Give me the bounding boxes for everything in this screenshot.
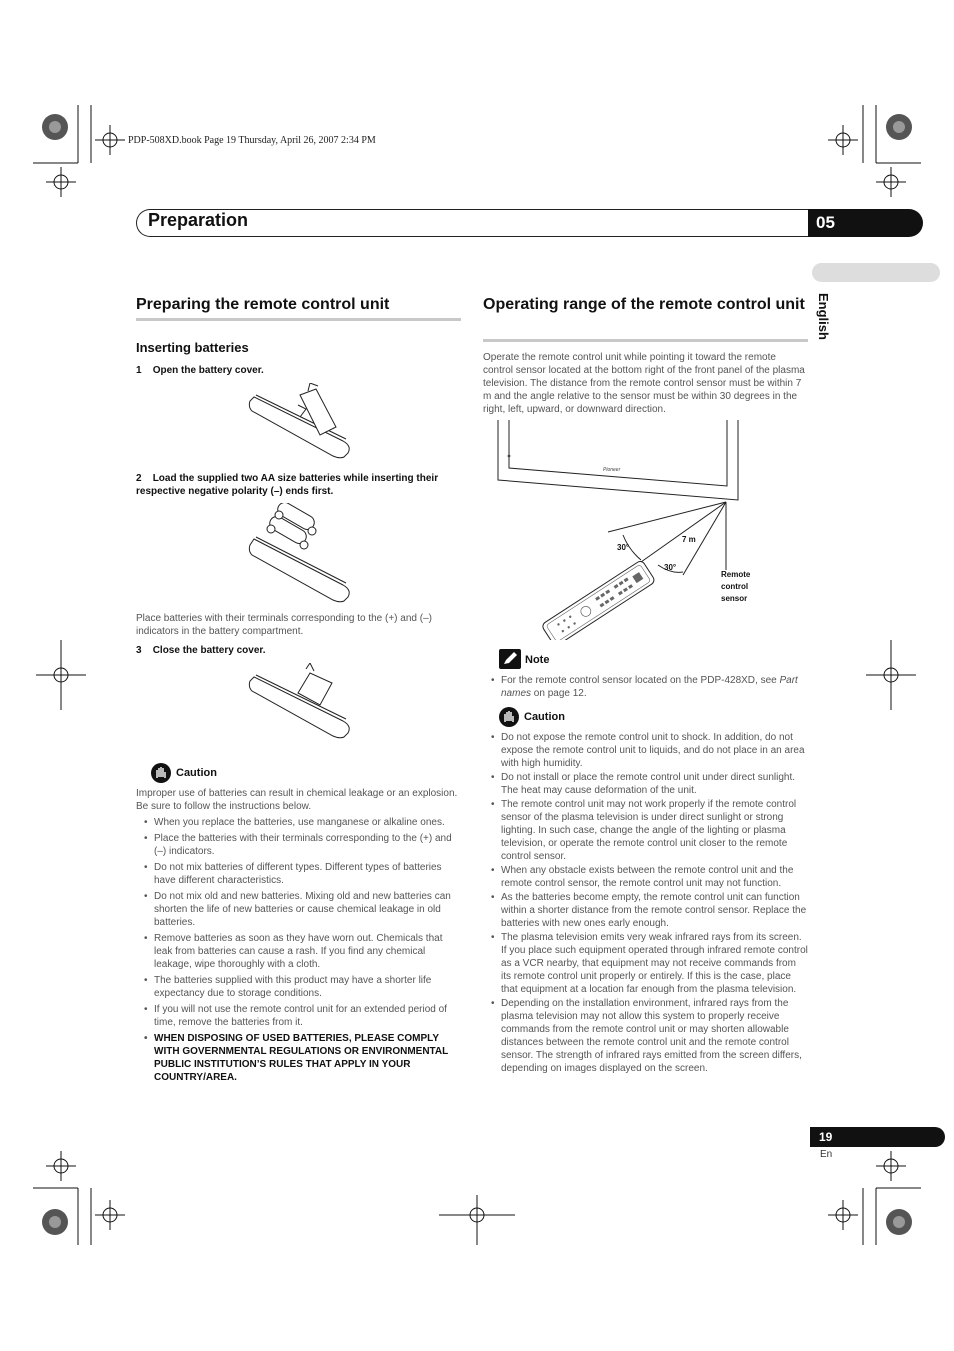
section-number: 05 bbox=[808, 209, 923, 237]
sensor-label-2: control bbox=[721, 582, 749, 591]
tv-brand-logo: Pioneer bbox=[603, 467, 621, 473]
left-heading: Preparing the remote control unit bbox=[136, 296, 390, 313]
sensor-label-1: Remote bbox=[721, 570, 751, 579]
list-item: • The remote control unit may not work properly if the remote control sensor of the plasma television is under direct sunlight or strong lighting. In such case, change the angle of the lighting or plasma television, or operate the remote control unit closer to the remote control sensor. bbox=[483, 798, 808, 863]
note-title: Note bbox=[525, 654, 550, 666]
right-caution-title: Caution bbox=[524, 711, 565, 723]
angle-left-label: 30° bbox=[617, 543, 630, 552]
list-item: • Do not install or place the remote control unit under direct sunlight. The heat may cause deformation of the unit. bbox=[483, 771, 808, 797]
remote-batteries-illustration bbox=[248, 503, 363, 605]
heading-rule bbox=[136, 318, 461, 321]
tv-power-led bbox=[508, 455, 511, 458]
language-tab bbox=[812, 263, 940, 282]
remote-open-cover-illustration bbox=[248, 383, 363, 461]
caution-hand-icon bbox=[499, 707, 519, 727]
note-pencil-icon bbox=[499, 649, 521, 669]
list-item: • Remove batteries as soon as they have worn out. Chemicals that leak from batteries can cause a rash. If you find any chemical leakage, wipe thoroughly with a cloth. bbox=[136, 932, 461, 971]
step-1: 1 Open the battery cover. bbox=[136, 365, 264, 376]
list-item: • If you will not use the remote control unit for an extended period of time, remove the batteries from it. bbox=[136, 1003, 461, 1029]
remote-control-drawing bbox=[541, 560, 656, 640]
list-item: • The batteries supplied with this product may have a shorter life expectancy due to storage conditions. bbox=[136, 974, 461, 1000]
caution-hand-icon bbox=[151, 763, 171, 783]
list-item: • Depending on the installation environment, infrared rays from the plasma television may not allow this system to properly receive commands from the remote control unit or may shorten allowable distances between the remote control unit and the remote control sensor. The strength of infrared rays emitted from the screen differs, depending on images displayed on the screen. bbox=[483, 997, 808, 1075]
step-3: 3 Close the battery cover. bbox=[136, 645, 266, 656]
subheading-inserting: Inserting batteries bbox=[136, 340, 249, 355]
list-item: • Do not mix batteries of different types. Different types of batteries have different characteristics. bbox=[136, 861, 461, 887]
file-header: PDP-508XD.book Page 19 Thursday, April 26, 2007 2:34 PM bbox=[128, 135, 376, 146]
left-caution-list bbox=[136, 816, 461, 1087]
note-list bbox=[483, 674, 808, 703]
list-item: • WHEN DISPOSING OF USED BATTERIES, PLEASE COMPLY WITH GOVERNMENTAL REGULATIONS OR ENVIRONMENTAL PUBLIC INSTITUTION’S RULES THAT APPLY IN YOUR COUNTRY/AREA. bbox=[136, 1032, 461, 1084]
list-item: • For the remote control sensor located on the PDP-428XD, see Part names on page 12. bbox=[483, 674, 808, 700]
part-names-reference: Part names bbox=[501, 675, 798, 699]
right-intro: Operate the remote control unit while pointing it toward the remote control sensor located at the bottom right of the front panel of the plasma television. The distance from the remote control sensor must be within 7 m and the angle relative to the sensor must be within 30 degrees in the right, left, upward, or downward direction. bbox=[483, 352, 805, 415]
language-label: English bbox=[816, 293, 831, 340]
operating-range-diagram bbox=[483, 420, 773, 640]
page-language-code: En bbox=[820, 1149, 833, 1160]
heading-rule bbox=[483, 339, 808, 342]
section-title: Preparation bbox=[148, 210, 249, 230]
step-2: 2 Load the supplied two AA size batteries while inserting their respective negative polarity (–) ends first. bbox=[136, 473, 439, 497]
list-item: • Place the batteries with their terminals corresponding to the (+) and (–) indicators. bbox=[136, 832, 461, 858]
angle-right-label: 30° bbox=[664, 563, 677, 572]
list-item: • Do not expose the remote control unit to shock. In addition, do not expose the remote control unit to liquids, and do not place in an area with high humidity. bbox=[483, 731, 808, 770]
distance-label: 7 m bbox=[682, 535, 696, 544]
list-item: • When you replace the batteries, use manganese or alkaline ones. bbox=[136, 816, 461, 829]
list-item: • The plasma television emits very weak infrared rays from its screen. If you place such equipment operated through infrared remote control as a VCR nearby, that equipment may not receive commands from its remote control unit properly or entirely. If this is the case, place that equipment at a location far enough from the plasma television. bbox=[483, 931, 808, 996]
left-caution-title: Caution bbox=[176, 767, 217, 779]
left-caution-intro: Improper use of batteries can result in chemical leakage or an explosion. Be sure to follow the instructions below. bbox=[136, 788, 458, 812]
right-caution-list bbox=[483, 731, 808, 1076]
polarity-note: Place batteries with their terminals corresponding to the (+) and (–) indicators in the battery compartment. bbox=[136, 613, 432, 637]
list-item: • As the batteries become empty, the remote control unit can function within a shorter distance from the remote control sensor. Replace the batteries with new ones early enough. bbox=[483, 891, 808, 930]
page-number: 19 bbox=[810, 1127, 945, 1147]
remote-close-cover-illustration bbox=[248, 663, 363, 741]
right-heading: Operating range of the remote control unit bbox=[483, 296, 805, 313]
list-item: • Do not mix old and new batteries. Mixing old and new batteries can shorten the life of new batteries or cause chemical leakage in old batteries. bbox=[136, 890, 461, 929]
sensor-label-3: sensor bbox=[721, 594, 748, 603]
list-item: • When any obstacle exists between the remote control unit and the remote control sensor, the remote control unit may not function. bbox=[483, 864, 808, 890]
